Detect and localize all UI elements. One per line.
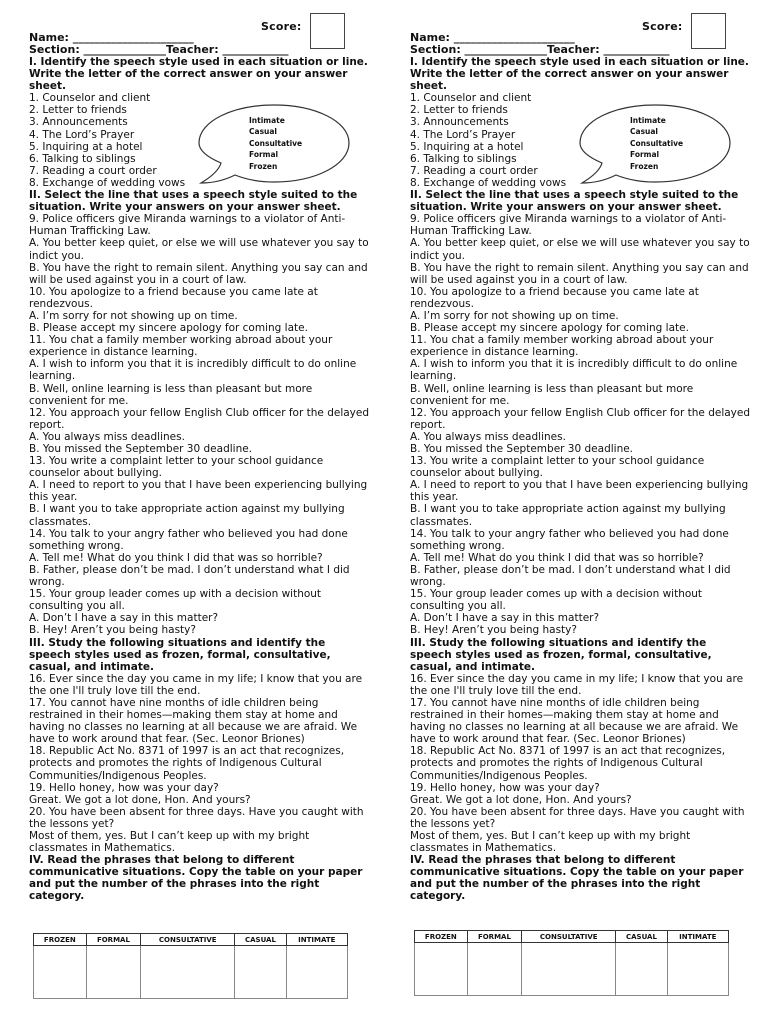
worksheet-line: 3. Announcements: [410, 116, 509, 129]
worksheet-line: 4. The Lord’s Prayer: [29, 128, 135, 141]
worksheet-line: 2. Letter to friends: [29, 104, 127, 117]
worksheet-line: B. I want you to take appropriate action against my bullying classmates.: [410, 503, 726, 528]
worksheet-line: B. Father, please don’t be mad. I don’t understand what I did wrong.: [29, 563, 350, 589]
name-field: Name: ______________________: [29, 31, 194, 44]
worksheet-line: A. You better keep quiet, or else we will use whatever you say to indict you.: [410, 237, 750, 262]
section-instruction: III. Study the following situations and identify the speech styles used as frozen, formal, consultative, casual, and intimate.: [410, 636, 712, 673]
speech-bubble-labels: [197, 103, 351, 185]
worksheet-line: 3. Announcements: [29, 116, 128, 129]
section-instruction: I. Identify the speech style used in each situation or line. Write the letter of the correct answer on your answer sheet.: [410, 56, 749, 93]
worksheet-line: A. Tell me! What do you think I did that was so horrible?: [410, 551, 704, 564]
speech-bubble-labels: [578, 103, 732, 185]
speech-style-item: Frozen: [630, 161, 659, 171]
worksheet-line: B. Please accept my sincere apology for coming late.: [410, 322, 689, 335]
worksheet-line: 19. Hello honey, how was your day?: [29, 781, 219, 794]
worksheet-line: 13. You write a complaint letter to your school guidance counselor about bullying.: [29, 455, 324, 480]
worksheet-line: 19. Hello honey, how was your day?: [410, 781, 600, 794]
worksheet-line: A. I need to report to you that I have been experiencing bullying this year.: [410, 479, 749, 504]
speech-style-item: Consultative: [249, 138, 303, 148]
worksheet-line: 12. You approach your fellow English Club officer for the delayed report.: [410, 406, 751, 431]
table-cell: [141, 946, 235, 999]
worksheet-line: 17. You cannot have nine months of idle children being restrained in their homes—making them stay at home and having no classes no learning at all because we are afraid. We have to work around that fear. (Sec. Leonor Briones): [410, 696, 739, 746]
section-instruction: IV. Read the phrases that belong to different communicative situations. Copy the table on your paper and put the number of the phrases into the right category.: [29, 854, 363, 903]
worksheet-line: B. You have the right to remain silent. Anything you say can and will be used against you in a court of law.: [410, 261, 749, 286]
section-teacher-field: Section: _______________Teacher: ____________: [29, 43, 289, 56]
worksheet-line: 10. You apologize to a friend because you came late at rendezvous.: [410, 285, 699, 310]
speech-style-item: Formal: [249, 150, 279, 160]
worksheet-line: B. Hey! Aren’t you being hasty?: [29, 624, 196, 637]
table-cell: [86, 946, 141, 999]
speech-style-item: Intimate: [249, 116, 285, 125]
worksheet-line: B. Father, please don’t be mad. I don’t understand what I did wrong.: [410, 563, 731, 589]
column-header-casual: CASUAL: [616, 931, 667, 943]
column-header-formal: FORMAL: [467, 931, 522, 943]
worksheet-line: B. Well, online learning is less than pleasant but more convenient for me.: [410, 382, 694, 407]
worksheet-line: B. I want you to take appropriate action against my bullying classmates.: [29, 503, 345, 528]
worksheet-line: A. Don’t I have a say in this matter?: [29, 612, 219, 625]
speech-style-item: Intimate: [630, 116, 666, 125]
table-cell: [235, 946, 286, 999]
speech-style-list: [630, 115, 683, 172]
worksheet-line: A. I’m sorry for not showing up on time.: [410, 309, 619, 322]
section-instruction: IV. Read the phrases that belong to different communicative situations. Copy the table on your paper and put the number of the phrases into the right category.: [410, 854, 744, 903]
worksheet-line: B. Hey! Aren’t you being hasty?: [410, 624, 577, 637]
column-header-intimate: INTIMATE: [286, 934, 347, 946]
worksheet-line: 11. You chat a family member working abroad about your experience in distance learning.: [410, 334, 714, 359]
table-cell: [616, 943, 667, 996]
speech-style-item: Consultative: [630, 138, 684, 148]
worksheet-line: 12. You approach your fellow English Club officer for the delayed report.: [29, 406, 370, 431]
worksheet-line: 20. You have been absent for three days. Have you caught with the lessons yet?: [410, 805, 745, 830]
section-instruction: I. Identify the speech style used in each situation or line. Write the letter of the correct answer on your answer sheet.: [29, 56, 368, 93]
worksheet-line: 8. Exchange of wedding vows: [410, 176, 567, 189]
worksheet-line: 1. Counselor and client: [410, 92, 532, 105]
worksheet-line: 18. Republic Act No. 8371 of 1997 is an act that recognizes, protects and promotes the rights of Indigenous Cultural Communities/Indigenous Peoples.: [410, 745, 726, 782]
section-instruction: II. Select the line that uses a speech style suited to the situation. Write your answers on your answer sheet.: [410, 189, 739, 214]
worksheet-line: Great. We got a lot done, Hon. And yours?: [29, 793, 251, 806]
name-field: Name: ______________________: [410, 31, 575, 44]
worksheet-line: Great. We got a lot done, Hon. And yours?: [410, 793, 632, 806]
worksheet-copy-right: [410, 0, 765, 1024]
score-box: [310, 13, 345, 49]
worksheet-line: 15. Your group leader comes up with a decision without consulting you all.: [29, 588, 322, 613]
worksheet-line: 9. Police officers give Miranda warnings to a violator of Anti-Human Trafficking Law.: [29, 213, 346, 238]
score-box: [691, 13, 726, 49]
worksheet-line: A. Don’t I have a say in this matter?: [410, 612, 600, 625]
worksheet-line: 6. Talking to siblings: [29, 152, 136, 165]
speech-style-list: [249, 115, 302, 172]
worksheet-line: A. I wish to inform you that it is incredibly difficult to do online learning.: [29, 358, 357, 383]
table-cell: [286, 946, 347, 999]
worksheet-line: 7. Reading a court order: [410, 164, 538, 177]
score-label: Score:: [642, 20, 683, 33]
column-header-frozen: FROZEN: [34, 934, 87, 946]
worksheet-line: A. I’m sorry for not showing up on time.: [29, 309, 238, 322]
worksheet-line: 14. You talk to your angry father who believed you had done something wrong.: [29, 527, 348, 552]
section-instruction: III. Study the following situations and identify the speech styles used as frozen, formal, consultative, casual, and intimate.: [29, 636, 331, 673]
worksheet-line: B. You missed the September 30 deadline.: [29, 443, 253, 455]
worksheet-line: 16. Ever since the day you came in my life; I know that you are the one I'll truly love till the end.: [410, 672, 744, 697]
worksheet-line: 4. The Lord’s Prayer: [410, 128, 516, 141]
worksheet-line: Most of them, yes. But I can’t keep up with my bright classmates in Mathematics.: [410, 830, 691, 855]
column-header-formal: FORMAL: [86, 934, 141, 946]
worksheet-line: 13. You write a complaint letter to your school guidance counselor about bullying.: [410, 455, 705, 480]
worksheet-line: Most of them, yes. But I can’t keep up with my bright classmates in Mathematics.: [29, 830, 310, 855]
worksheet-line: 11. You chat a family member working abroad about your experience in distance learning.: [29, 334, 333, 359]
speech-style-item: Formal: [630, 150, 660, 160]
category-table: [33, 933, 348, 999]
worksheet-line: 17. You cannot have nine months of idle children being restrained in their homes—making them stay at home and having no classes no learning at all because we are afraid. We have to work around that fear. (Sec. Leonor Briones): [29, 696, 358, 746]
worksheet-line: 5. Inquiring at a hotel: [410, 140, 524, 153]
worksheet-line: B. Well, online learning is less than pleasant but more convenient for me.: [29, 382, 313, 407]
worksheet-line: 18. Republic Act No. 8371 of 1997 is an act that recognizes, protects and promotes the rights of Indigenous Cultural Communities/Indigenous Peoples.: [29, 745, 345, 782]
worksheet-line: 10. You apologize to a friend because you came late at rendezvous.: [29, 285, 318, 310]
worksheet-line: 15. Your group leader comes up with a decision without consulting you all.: [410, 588, 703, 613]
worksheet-line: B. Please accept my sincere apology for coming late.: [29, 322, 308, 335]
worksheet-line: B. You have the right to remain silent. Anything you say can and will be used against you in a court of law.: [29, 261, 368, 286]
worksheet-line: 8. Exchange of wedding vows: [29, 176, 186, 189]
table-cell: [34, 946, 87, 999]
worksheet-line: 14. You talk to your angry father who believed you had done something wrong.: [410, 527, 729, 552]
table-cell: [467, 943, 522, 996]
column-header-intimate: INTIMATE: [667, 931, 728, 943]
worksheet-line: A. Tell me! What do you think I did that was so horrible?: [29, 551, 323, 564]
worksheet-line: 9. Police officers give Miranda warnings to a violator of Anti-Human Trafficking Law.: [410, 213, 727, 238]
worksheet-copy-left: [29, 0, 384, 1024]
section-instruction: II. Select the line that uses a speech style suited to the situation. Write your answers on your answer sheet.: [29, 189, 358, 214]
score-label: Score:: [261, 20, 302, 33]
column-header-casual: CASUAL: [235, 934, 286, 946]
worksheet-line: 7. Reading a court order: [29, 164, 157, 177]
worksheet-line: A. I need to report to you that I have been experiencing bullying this year.: [29, 479, 368, 504]
table-cell: [667, 943, 728, 996]
speech-style-item: Frozen: [249, 161, 278, 171]
worksheet-line: 20. You have been absent for three days. Have you caught with the lessons yet?: [29, 805, 364, 830]
column-header-consultative: CONSULTATIVE: [522, 931, 616, 943]
column-header-frozen: FROZEN: [415, 931, 468, 943]
worksheet-line: A. You better keep quiet, or else we will use whatever you say to indict you.: [29, 237, 369, 262]
worksheet-line: A. You always miss deadlines.: [410, 430, 566, 443]
worksheet-line: 5. Inquiring at a hotel: [29, 140, 143, 153]
worksheet-line: B. You missed the September 30 deadline.: [410, 443, 634, 455]
table-cell: [522, 943, 616, 996]
worksheet-line: 1. Counselor and client: [29, 92, 151, 105]
worksheet-line: A. I wish to inform you that it is incredibly difficult to do online learning.: [410, 358, 738, 383]
category-table: [414, 930, 729, 996]
column-header-consultative: CONSULTATIVE: [141, 934, 235, 946]
worksheet-line: 6. Talking to siblings: [410, 152, 517, 165]
worksheet-line: A. You always miss deadlines.: [29, 430, 185, 443]
table-cell: [415, 943, 468, 996]
worksheet-line: 16. Ever since the day you came in my life; I know that you are the one I'll truly love till the end.: [29, 672, 363, 697]
worksheet-line: 2. Letter to friends: [410, 104, 508, 117]
speech-style-item: Casual: [249, 127, 278, 137]
section-teacher-field: Section: _______________Teacher: ____________: [410, 43, 670, 56]
speech-style-item: Casual: [630, 127, 659, 137]
